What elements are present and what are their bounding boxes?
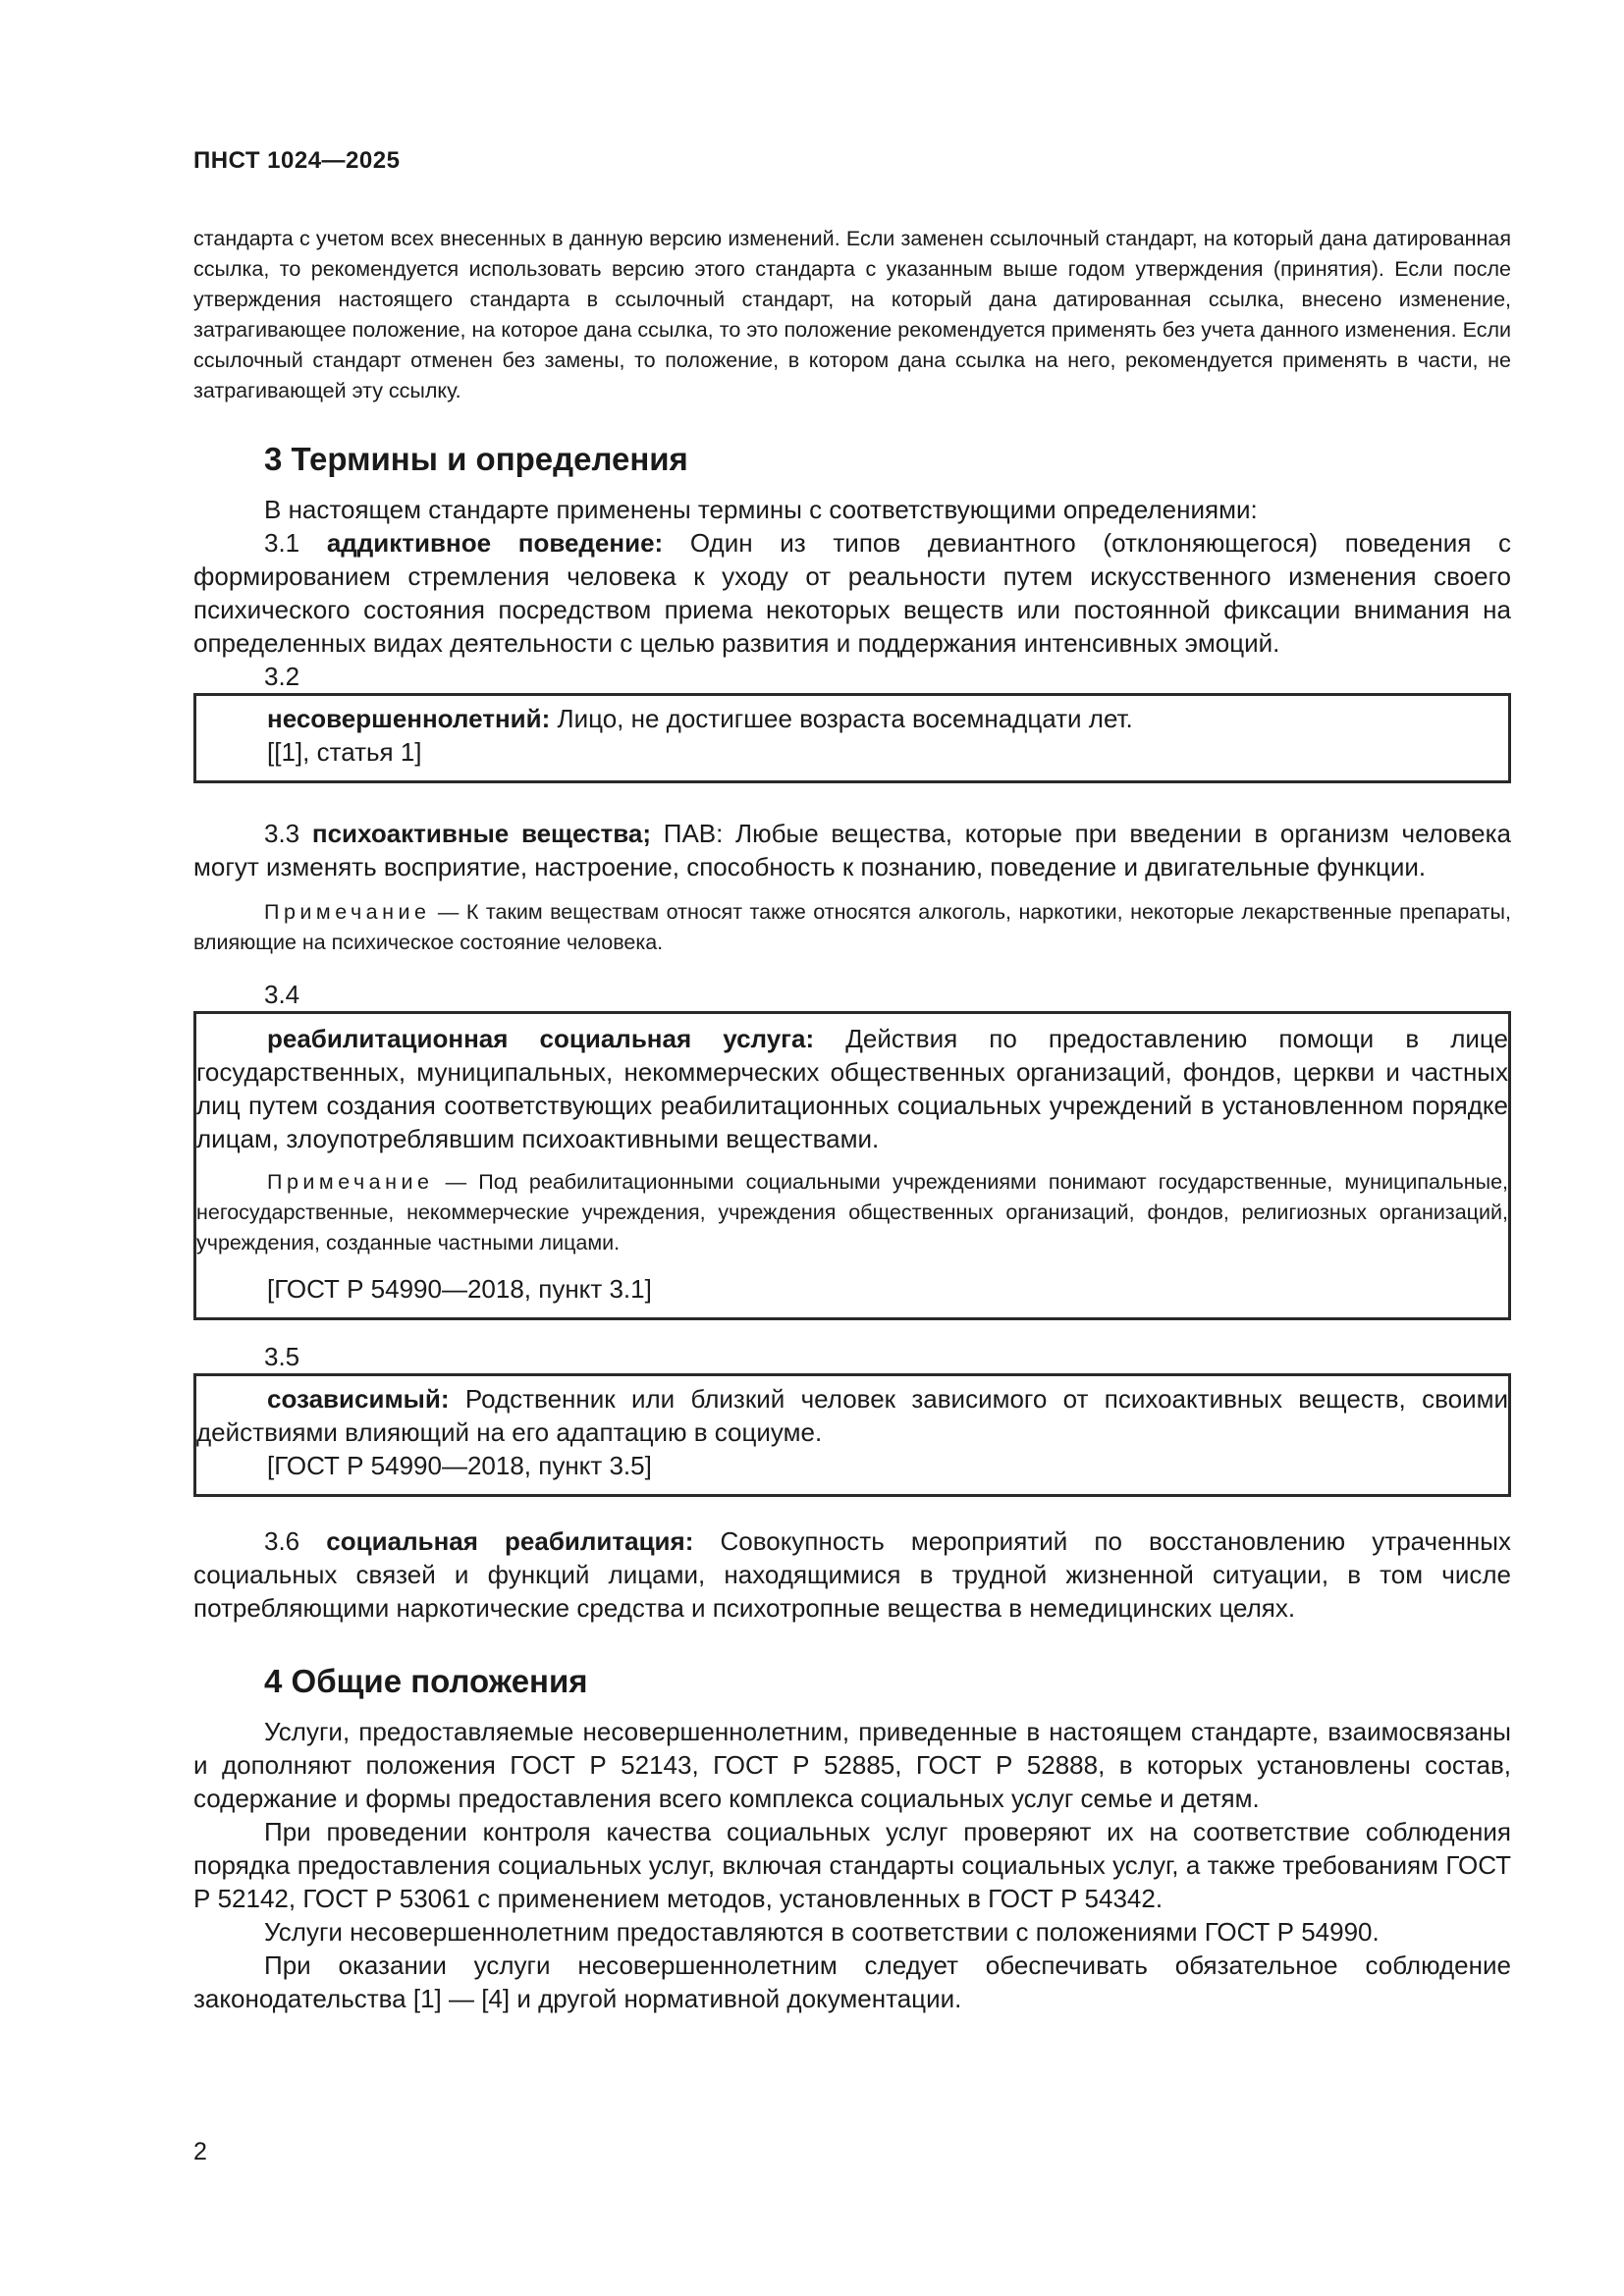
term-3-4-note-text: — Под реабилитационными социальными учреждениями понимают государственные, муниципальные, негосударственные, некоммерческие учреждения, учреждения общественных организаций, фондов, религиозных организаций, учреждения, созданные частными лицами. [196,1170,1508,1255]
term-3-4 [196,1022,1508,1155]
section-4-paragraph-2: При проведении контроля качества социальных услуг проверяют их на соответствие соблюдения порядка предоставления социальных услуг, включая стандарты социальных услуг, а также требованиям ГОСТ Р 52142, ГОСТ Р 53061 с применением методов, установленных в ГОСТ Р 54342. [193,1817,1511,1913]
section-4-paragraph-1: Услуги, предоставляемые несовершеннолетним, приведенные в настоящем стандарте, взаимосвязаны и дополняют положения ГОСТ Р 52143, ГОСТ Р 52885, ГОСТ Р 52888, в которых установлены состав, содержание и формы предоставления всего комплекса социальных услуг семье и детям. [193,1717,1511,1813]
document-header: ПНСТ 1024—2025 [193,147,401,174]
term-3-4-number: 3.4 [264,980,300,1009]
term-3-6 [193,1524,1511,1625]
term-3-1-definition: Один из типов девиантного (отклоняющегося) поведения с формированием стремления человека к уходу от реальности путем искусственного изменения своего психического состояния посредством приема некоторых веществ или постоянной фиксации внимания на определенных видах деятельности с целью развития и поддержания интенсивных эмоций. [193,528,1511,658]
term-3-2-term: несовершеннолетний: [267,704,551,733]
term-3-6-number: 3.6 [264,1526,300,1556]
section-4-paragraph-3: Услуги несовершеннолетним предоставляются в соответствии с положениями ГОСТ Р 54990. [264,1917,1380,1947]
term-3-3-note [193,897,1511,958]
term-3-5-term: созависимый: [267,1384,450,1414]
term-3-3-note-text: — К таким веществам относят также относятся алкоголь, наркотики, некоторые лекарственные препараты, влияющие на психическое состояние человека. [193,900,1511,954]
term-3-2-box [193,693,1511,783]
term-3-3-definition: ПАВ: Любые вещества, которые при введении в организм человека могут изменять восприятие, настроение, способность к познанию, поведение и двигательные функции. [193,819,1511,881]
term-3-5-definition: Родственник или близкий человек зависимого от психоактивных веществ, своими действиями влияющий на его адаптацию в социуме. [196,1384,1508,1447]
page-content [193,224,1511,2015]
intro-paragraph: стандарта с учетом всех внесенных в данную версию изменений. Если заменен ссылочный стандарт, на который дана датированная ссылка, то рекомендуется использовать версию этого стандарта с указанным выше годом утверждения (принятия). Если после утверждения настоящего стандарта в ссылочный стандарт, на который дана датированная ссылка, внесено изменение, затрагивающее положение, на которое дана ссылка, то это положение рекомендуется применять без учета данного изменения. Если ссылочный стандарт отменен без замены, то положение, в котором дана ссылка на него, рекомендуется применять в части, не затрагивающей эту ссылку. [193,227,1511,402]
term-3-5 [196,1382,1508,1449]
term-3-2 [196,702,1508,735]
term-3-3-number: 3.3 [264,819,300,848]
term-3-6-definition: Совокупность мероприятий по восстановлению утраченных социальных связей и функций лицами, находящимися в трудной жизненной ситуации, в том числе потребляющими наркотические средства и психотропные вещества в немедицинских целях. [193,1526,1511,1623]
note-label: Примечание [264,900,431,924]
term-3-4-box [193,1011,1511,1320]
term-3-1-number: 3.1 [264,528,300,558]
term-3-3 [193,817,1511,883]
page-number: 2 [193,2138,207,2165]
term-3-2-definition: Лицо, не достигшее возраста восемнадцати лет. [557,704,1133,733]
section-4-heading: 4 Общие положения [264,1663,588,1699]
section-3-heading: 3 Термины и определения [264,441,688,477]
section-3-lead: В настоящем стандарте применены термины с соответствующими определениями: [264,495,1258,524]
note-label: Примечание [267,1170,434,1194]
term-3-5-box [193,1373,1511,1497]
term-3-2-source: [[1], статья 1] [267,737,422,767]
term-3-5-source: [ГОСТ Р 54990—2018, пункт 3.5] [267,1451,652,1480]
term-3-3-term: психоактивные вещества; [311,819,652,848]
section-4-paragraph-4: При оказании услуги несовершеннолетним следует обеспечивать обязательное соблюдение законодательства [1] — [4] и другой нормативной документации. [193,1950,1511,2013]
term-3-1 [193,526,1511,660]
term-3-1-term: аддиктивное поведение: [326,528,664,558]
term-3-4-note [196,1167,1508,1258]
term-3-2-number: 3.2 [264,662,300,691]
term-3-5-number: 3.5 [264,1342,300,1371]
term-3-4-definition: Действия по предоставлению помощи в лице государственных, муниципальных, некоммерческих общественных организаций, фондов, церкви и частных лиц путем создания соответствующих реабилитационных социальных учреждений в установленном порядке лицам, злоупотреблявшим психоактивными веществами. [196,1024,1508,1153]
term-3-4-term: реабилитационная социальная услуга: [267,1024,815,1053]
term-3-6-term: социальная реабилитация: [326,1526,694,1556]
term-3-4-source: [ГОСТ Р 54990—2018, пункт 3.1] [267,1274,652,1304]
